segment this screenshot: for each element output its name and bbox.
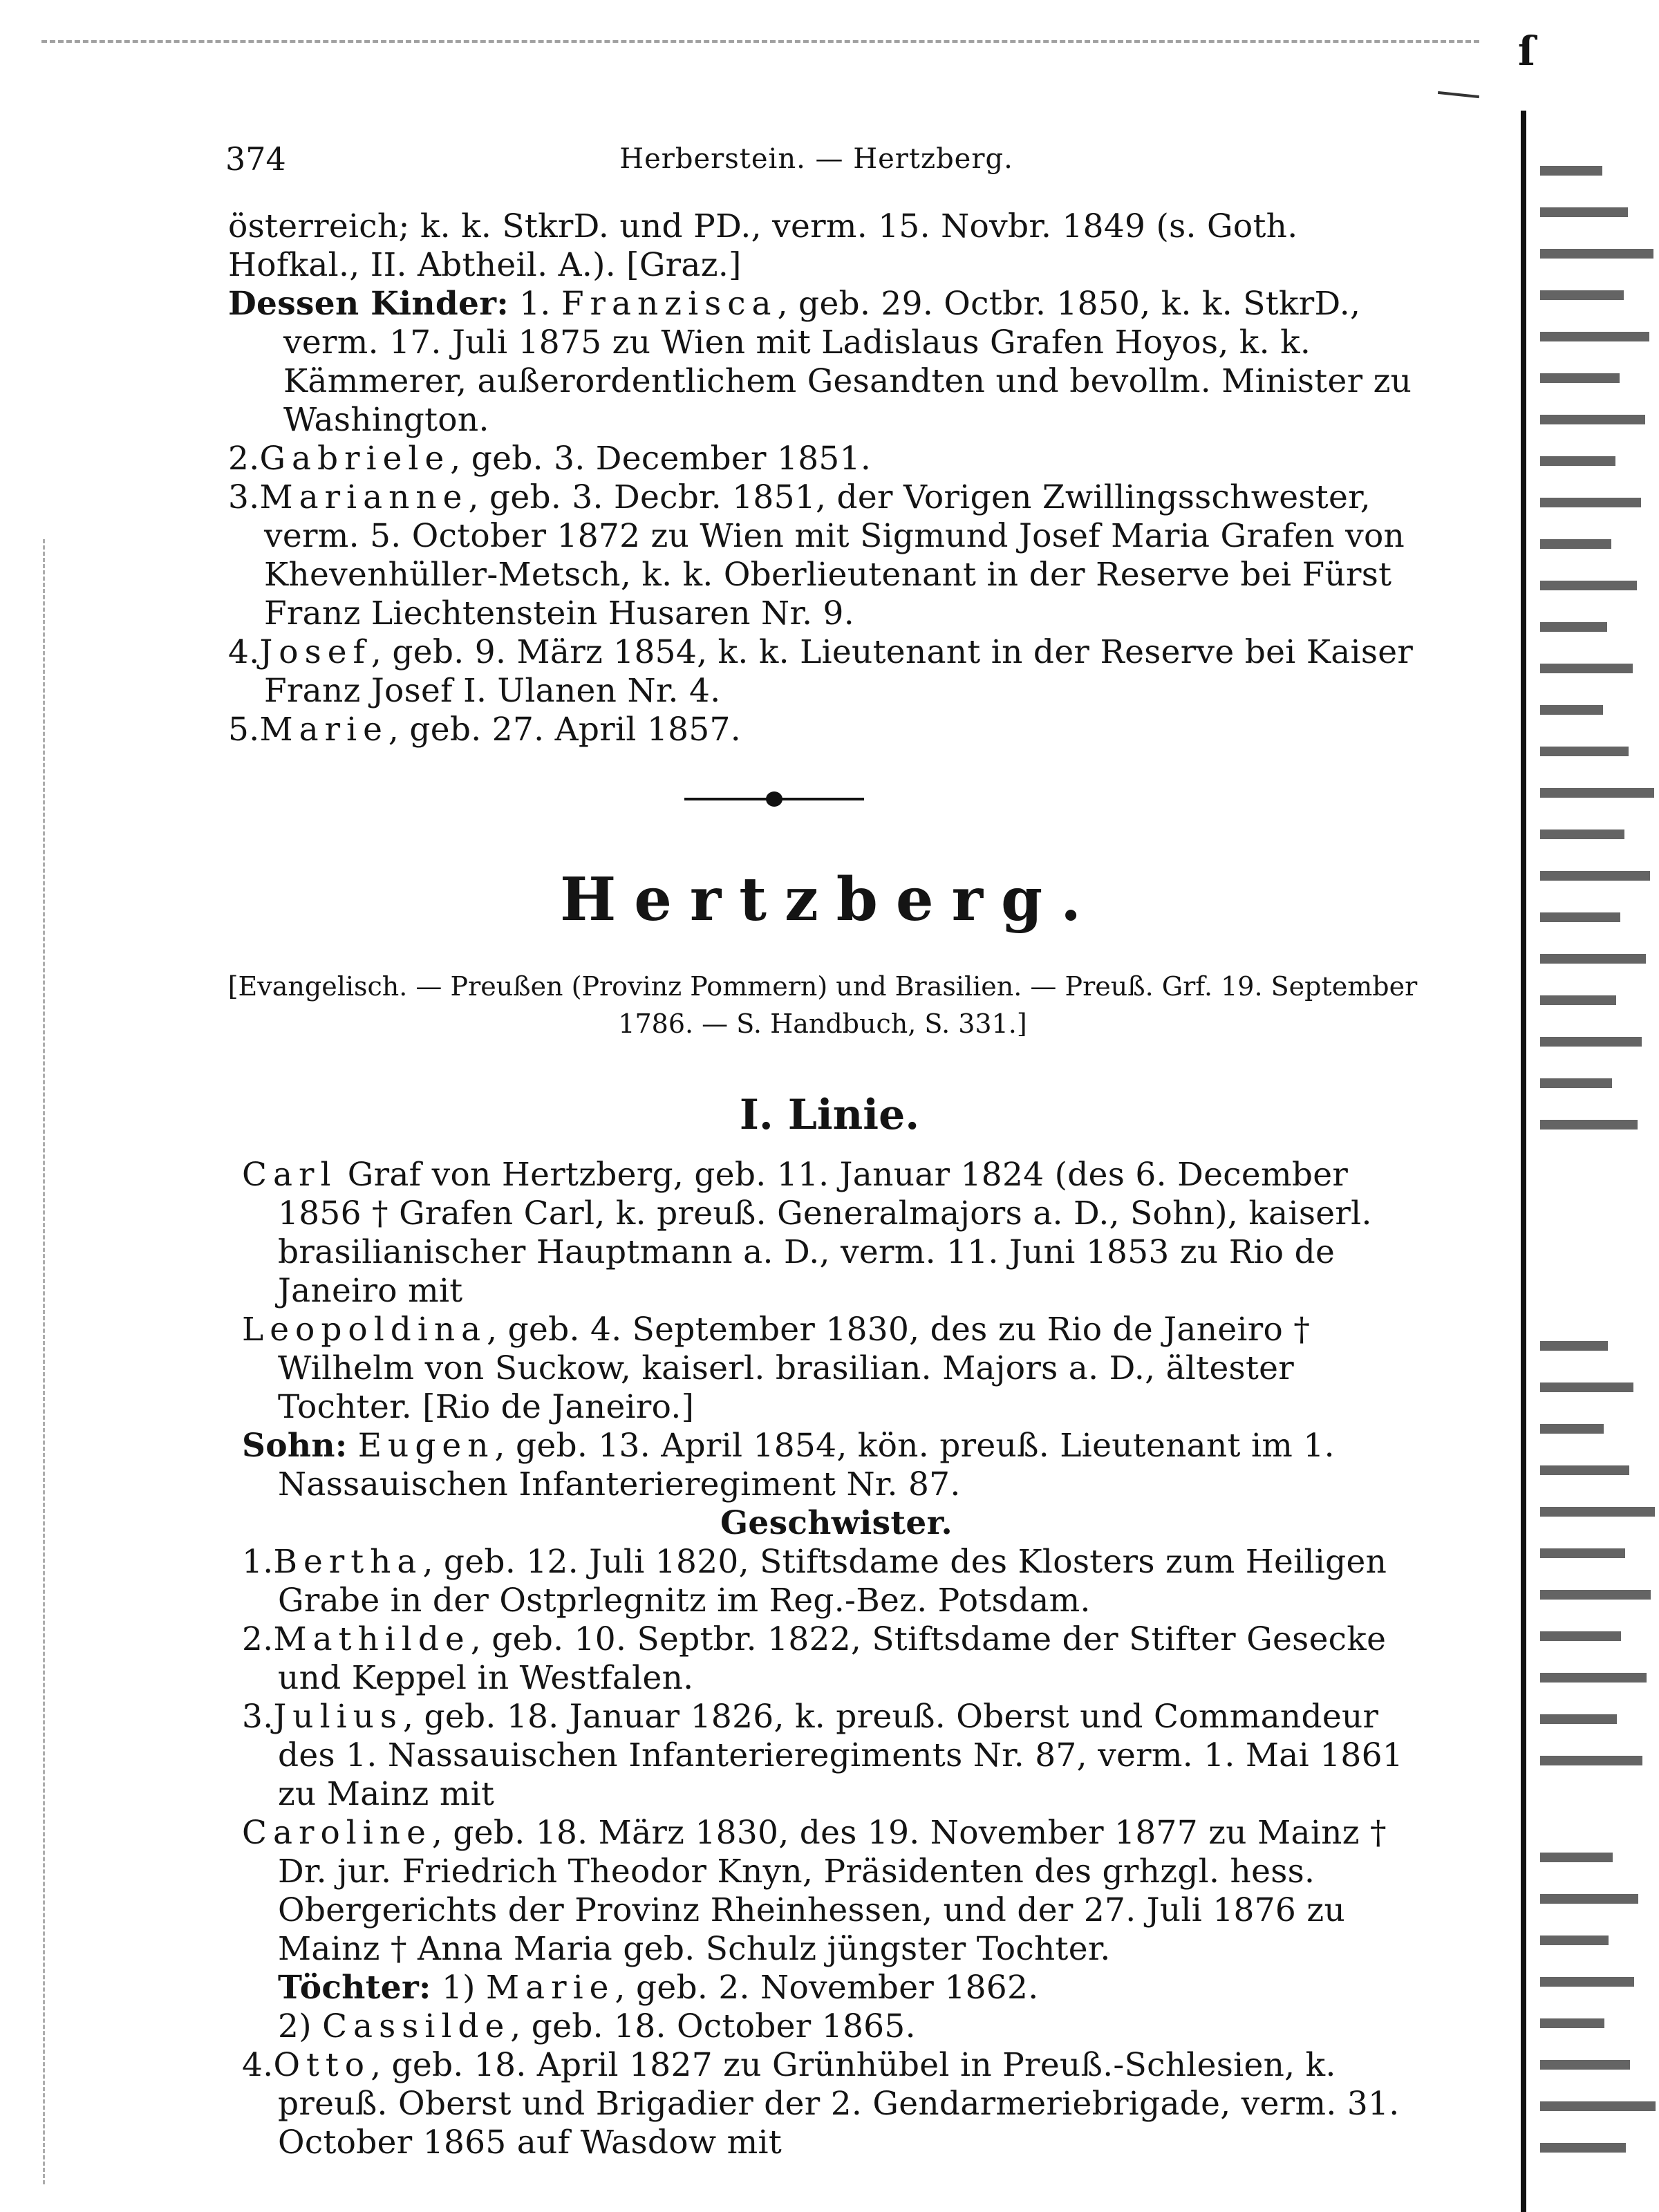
facing-page-text-fragment [1540,456,1615,466]
line-title: I. Linie. [739,1091,920,1139]
facing-page-text-fragment [1540,1590,1651,1600]
facing-page-text-fragment [1540,995,1616,1005]
sibling-text: , geb. 18. April 1827 zu Grünhübel in Preuß.-Schlesien, k. preuß. Oberst und Brigadier der 2. Gendarmeriebrigade, verm. 31. October 1865 auf Wasdow mit [278,2046,1400,2162]
facing-page-text-fragment [1540,1631,1621,1641]
facing-page-text-fragment [1540,290,1624,300]
facing-page-text-fragment [1540,2060,1630,2070]
facing-page-text-fragment [1540,249,1653,259]
scan-edge-top [41,40,1479,43]
facing-page-text-fragment [1540,622,1607,632]
child-entry-5: 5.Marie, geb. 27. April 1857. [228,711,742,749]
facing-page-text-fragment [1540,1936,1609,1945]
son-label: Sohn: [242,1427,348,1465]
sibling-name: Otto [273,2046,371,2084]
children-entry-1: Dessen Kinder: 1. Franzisca, geb. 29. Octbr. 1850, k. k. StkrD., verm. 17. Juli 1875 zu Wien mit Ladislaus Grafen Hoyos, k. k. Kämmerer, außerordentlichem Gesandten und bevollm. Minister zu Washington. [228,285,1412,439]
facing-page-text-fragment [1540,954,1646,964]
facing-page-text-fragment [1540,1078,1612,1088]
siblings-heading: Geschwister. [720,1504,953,1542]
facing-page-text-fragment [1540,1424,1604,1434]
head-name: Carl [242,1156,337,1194]
son-text: , geb. 13. April 1854, kön. preuß. Lieutenant im 1. Nassauischen Infanterieregiment Nr. 87. [278,1427,1335,1503]
son-name: Eugen [357,1427,495,1465]
julius-wife-name: Caroline [242,1814,432,1852]
scan-edge-mark [1438,91,1479,98]
facing-page-text-fragment [1540,1673,1647,1683]
scan-corner-mark: ſ [1518,28,1535,75]
facing-page-text-fragment [1540,1894,1638,1904]
child-entry-3: 3.Marianne, geb. 3. Decbr. 1851, der Vorigen Zwillingsschwester, verm. 5. October 1872 zu Wien mit Sigmund Josef Maria Grafen von Khevenhüller-Metsch, k. k. Oberlieutenant in der Reserve bei Fürst Franz Liechtenstein Husaren Nr. 9. [228,478,1405,632]
child-text: , geb. 9. März 1854, k. k. Lieutenant in der Reserve bei Kaiser Franz Josef I. Ulanen Nr. 4. [264,633,1414,710]
facing-page-text-fragment [1540,705,1603,715]
child-name: Gabriele [259,440,451,478]
facing-page-text-fragment [1540,581,1637,590]
facing-page-text-fragment [1540,2143,1626,2153]
child-text: , geb. 27. April 1857. [388,711,742,749]
facing-page-text-fragment [1540,1714,1617,1724]
wife-text: , geb. 4. September 1830, des zu Rio de Janeiro † Wilhelm von Suckow, kaiserl. brasilian. Majors a. D., ältester Tochter. [Rio de Janeiro.] [278,1311,1311,1426]
daughter-text: , geb. 18. October 1865. [510,2007,916,2045]
sibling-entry-3: 3.Julius, geb. 18. Januar 1826, k. preuß. Oberst und Commandeur des 1. Nassauischen Infanterieregiments Nr. 87, verm. 1. Mai 1861 zu Mainz mit [242,1698,1404,1813]
head-text: Graf von Hertzberg, geb. 11. Januar 1824 (des 6. December 1856 † Grafen Carl, k. preuß. Generalmajors a. D., Sohn), kaiserl. brasilianischer Hauptmann a. D., verm. 11. Juni 1853 zu Rio de Janeiro mit [278,1156,1372,1310]
sibling-entry-1: 1.Bertha, geb. 12. Juli 1820, Stiftsdame des Klosters zum Heiligen Grabe in der Ostprlegnitz im Reg.-Bez. Potsdam. [242,1543,1387,1620]
facing-page-text-fragment [1540,207,1628,217]
facing-page-text-fragment [1540,539,1611,549]
julius-wife-entry [242,1814,1431,1969]
family-title: Hertzberg. [559,865,1100,935]
daughter-name: Marie [486,1969,615,2007]
scan-edge-left [43,539,45,2184]
sibling-entry-4: 4.Otto, geb. 18. April 1827 zu Grünhübel in Preuß.-Schlesien, k. preuß. Oberst und Brigadier der 2. Gendarmeriebrigade, verm. 31. October 1865 auf Wasdow mit [242,2046,1400,2162]
facing-page-text-fragment [1540,1037,1642,1047]
child-text: , geb. 3. December 1851. [450,440,872,478]
continuation-line-2: Hofkal., II. Abtheil. A.). [Graz.] [228,246,742,284]
child-name: Josef [259,633,371,671]
facing-page-text-fragment [1540,498,1641,507]
facing-page-text-fragment [1540,788,1654,798]
child-entry-4: 4.Josef, geb. 9. März 1854, k. k. Lieutenant in der Reserve bei Kaiser Franz Josef I. Ulanen Nr. 4. [228,633,1414,710]
page-number: 374 [225,140,286,178]
sibling-entry-2: 2.Mathilde, geb. 10. Septbr. 1822, Stiftsdame der Stifter Gesecke und Keppel in Westfalen. [242,1620,1387,1697]
wife-name: Leopoldina [242,1311,487,1349]
facing-page-text-fragment [1540,1341,1608,1351]
child-text: , geb. 29. Octbr. 1850, k. k. StkrD., verm. 17. Juli 1875 zu Wien mit Ladislaus Grafen Hoyos, k. k. Kämmerer, außerordentlichem Gesandten und bevollm. Minister zu Washington. [283,285,1412,439]
section-divider-ornament [684,791,864,807]
facing-page-text-fragment [1540,747,1629,756]
hertzberg-entries [242,1156,1431,2162]
child-name: Marie [259,711,388,749]
sibling-text: , geb. 12. Juli 1820, Stiftsdame des Klosters zum Heiligen Grabe in der Ostprlegnitz im Reg.-Bez. Potsdam. [278,1543,1387,1620]
sibling-text: , geb. 18. Januar 1826, k. preuß. Oberst und Commandeur des 1. Nassauischen Infanterieregiments Nr. 87, verm. 1. Mai 1861 zu Mainz mit [278,1698,1404,1813]
herberstein-continuation [228,207,1431,749]
facing-page-text-fragment [1540,912,1620,922]
facing-page-text-fragment [1540,1120,1638,1130]
facing-page-text-fragment [1540,1507,1655,1517]
facing-page-text-fragment [1540,1756,1642,1765]
family-note: [Evangelisch. — Preußen (Provinz Pommern) und Brasilien. — Preuß. Grf. 19. September 1786. — S. Handbuch, S. 331.] [227,971,1418,1039]
facing-page-text-fragment [1540,415,1645,424]
facing-page-text-fragment [1540,2101,1656,2111]
facing-page-text-fragment [1540,373,1620,383]
son-entry [242,1427,1431,1504]
facing-page-strip [1521,111,1659,2212]
facing-page-text-fragment [1540,871,1650,881]
child-name: Marianne [259,478,469,516]
daughters-entry-2: 2) Cassilde, geb. 18. October 1865. [278,2007,916,2045]
page-header [225,138,1407,180]
running-head: Herberstein. — Hertzberg. [619,143,1013,175]
facing-page-text-fragment [1540,830,1624,839]
facing-page-text-fragment [1540,166,1602,176]
daughter-text: , geb. 2. November 1862. [615,1969,1039,2007]
sibling-text: , geb. 10. Septbr. 1822, Stiftsdame der Stifter Gesecke und Keppel in Westfalen. [278,1620,1387,1697]
wife-entry [242,1311,1431,1427]
sibling-name: Bertha [273,1543,423,1581]
sibling-name: Mathilde [273,1620,471,1658]
child-name: Franzisca [561,285,778,323]
facing-page-text-fragment [1540,664,1633,673]
daughter-name: Cassilde [322,2007,511,2045]
child-entry-2: 2.Gabriele, geb. 3. December 1851. [228,440,872,478]
daughters-label: Töchter: [278,1969,431,2007]
facing-page-text-fragment [1540,2018,1604,2028]
facing-page-text-fragment [1540,1465,1629,1475]
facing-page-text-fragment [1540,1853,1613,1862]
julius-wife-text: , geb. 18. März 1830, des 19. November 1877 zu Mainz † Dr. jur. Friedrich Theodor Knyn, Präsidenten des grhzgl. hess. Obergerichts der Provinz Rheinhessen, und der 27. Juli 1876 zu Mainz † Anna Maria geb. Schulz jüngster Tochter. [278,1814,1387,1968]
children-label: Dessen Kinder: [228,285,509,323]
facing-page-text-fragment [1540,1548,1625,1558]
child-text: , geb. 3. Decbr. 1851, der Vorigen Zwillingsschwester, verm. 5. October 1872 zu Wien mit Sigmund Josef Maria Grafen von Khevenhüller-Metsch, k. k. Oberlieutenant in der Reserve bei Fürst Franz Liechtenstein Husaren Nr. 9. [264,478,1405,632]
facing-page-text-fragment [1540,332,1649,341]
head-entry [242,1156,1431,1311]
daughters-entry-1: Töchter: 1) Marie, geb. 2. November 1862. [278,1969,1039,2007]
facing-page-text-fragment [1540,1977,1634,1987]
sibling-name: Julius [273,1698,404,1736]
continuation-line-1: österreich; k. k. StkrD. und PD., verm. 15. Novbr. 1849 (s. Goth. [228,207,1298,245]
facing-page-text-fragment [1540,1382,1633,1392]
